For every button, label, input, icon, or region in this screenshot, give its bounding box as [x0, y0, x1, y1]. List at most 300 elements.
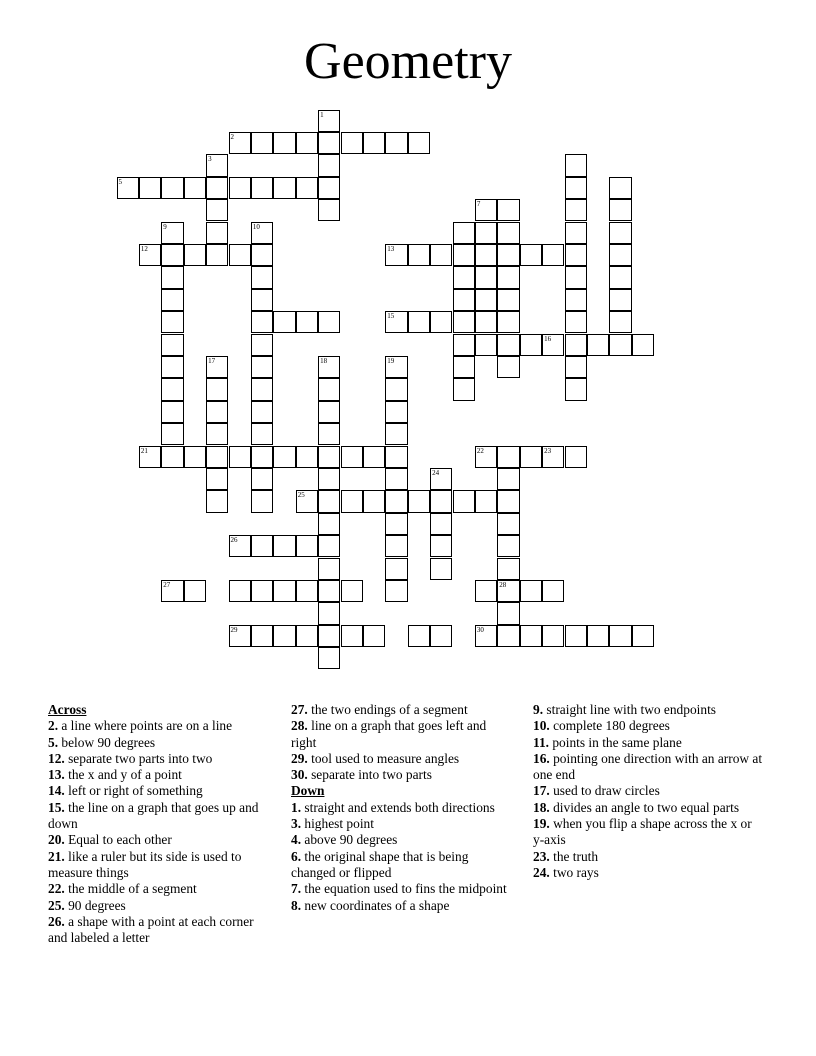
- crossword-cell[interactable]: [206, 199, 228, 221]
- crossword-cell[interactable]: [251, 311, 273, 333]
- crossword-cell[interactable]: [430, 625, 452, 647]
- clue-item: [48, 849, 273, 882]
- crossword-cell[interactable]: [497, 356, 519, 378]
- clue-text: 90 degrees: [64, 897, 126, 913]
- crossword-cell[interactable]: [565, 334, 587, 356]
- crossword-cell[interactable]: [609, 334, 631, 356]
- crossword-cell[interactable]: [229, 535, 251, 557]
- clue-number-label: 24.: [533, 864, 550, 880]
- crossword-cell[interactable]: [475, 311, 497, 333]
- crossword-cell[interactable]: [497, 535, 519, 557]
- clue-item: [533, 783, 763, 799]
- crossword-cell[interactable]: [565, 244, 587, 266]
- crossword-cell[interactable]: [296, 625, 318, 647]
- crossword-cell[interactable]: [161, 289, 183, 311]
- clue-text: points in the same plane: [549, 734, 682, 750]
- crossword-cell[interactable]: [318, 423, 340, 445]
- crossword-cell[interactable]: [273, 132, 295, 154]
- crossword-cell[interactable]: [251, 289, 273, 311]
- clue-text: the original shape that is being changed or flipped: [291, 848, 469, 880]
- crossword-cell[interactable]: [318, 468, 340, 490]
- crossword-cell[interactable]: [565, 289, 587, 311]
- crossword-cell[interactable]: [318, 199, 340, 221]
- crossword-cell[interactable]: [497, 513, 519, 535]
- crossword-cell[interactable]: [430, 535, 452, 557]
- crossword-cell[interactable]: [430, 490, 452, 512]
- crossword-cell[interactable]: [229, 580, 251, 602]
- crossword-cell[interactable]: [497, 490, 519, 512]
- clue-number: 30: [476, 625, 484, 634]
- crossword-cell[interactable]: [542, 580, 564, 602]
- clue-text: above 90 degrees: [301, 832, 398, 848]
- crossword-cell[interactable]: [385, 558, 407, 580]
- crossword-cell[interactable]: [229, 132, 251, 154]
- clue-item: [291, 751, 511, 767]
- crossword-cell[interactable]: [453, 311, 475, 333]
- crossword-cell[interactable]: [341, 446, 363, 468]
- crossword-cell[interactable]: [318, 490, 340, 512]
- crossword-cell[interactable]: [273, 535, 295, 557]
- clue-text: divides an angle to two equal parts: [549, 799, 740, 815]
- clue-number-label: 6.: [291, 848, 302, 864]
- crossword-cell[interactable]: [161, 423, 183, 445]
- crossword-cell[interactable]: [161, 446, 183, 468]
- crossword-cell[interactable]: [609, 266, 631, 288]
- crossword-cell[interactable]: [273, 446, 295, 468]
- crossword-cell[interactable]: [475, 625, 497, 647]
- clue-text: left or right of something: [64, 783, 203, 799]
- crossword-cell[interactable]: [206, 423, 228, 445]
- crossword-cell[interactable]: [520, 244, 542, 266]
- crossword-cell[interactable]: [161, 334, 183, 356]
- crossword-cell[interactable]: [632, 625, 654, 647]
- crossword-cell[interactable]: [251, 535, 273, 557]
- clue-item: [291, 898, 511, 914]
- crossword-cell[interactable]: [475, 222, 497, 244]
- crossword-cell[interactable]: [632, 334, 654, 356]
- crossword-cell[interactable]: [251, 446, 273, 468]
- clue-number-label: 1.: [291, 799, 302, 815]
- clue-item: [533, 849, 763, 865]
- clue-item: [48, 881, 273, 897]
- clue-number-label: 12.: [48, 750, 65, 766]
- clue-item: [48, 783, 273, 799]
- crossword-cell[interactable]: [318, 602, 340, 624]
- clue-number-label: 14.: [48, 783, 65, 799]
- crossword-cell[interactable]: [229, 625, 251, 647]
- crossword-cell[interactable]: [542, 244, 564, 266]
- crossword-cell[interactable]: [206, 378, 228, 400]
- clue-number-label: 25.: [48, 897, 65, 913]
- crossword-cell[interactable]: [296, 311, 318, 333]
- crossword-cell[interactable]: [184, 177, 206, 199]
- across-clue-list-continued: [291, 702, 511, 783]
- crossword-cell[interactable]: [587, 334, 609, 356]
- crossword-cell[interactable]: [318, 513, 340, 535]
- crossword-cell[interactable]: [497, 625, 519, 647]
- clue-text: like a ruler but its side is used to measure things: [48, 848, 242, 880]
- clue-text: pointing one direction with an arrow at one end: [533, 750, 763, 783]
- crossword-cell[interactable]: [251, 378, 273, 400]
- crossword-cell[interactable]: [497, 311, 519, 333]
- clue-item: [533, 800, 763, 816]
- clue-number: 25: [297, 491, 305, 500]
- clue-item: [533, 702, 763, 718]
- crossword-cell[interactable]: [385, 401, 407, 423]
- crossword-cell[interactable]: [251, 423, 273, 445]
- crossword-cell[interactable]: [475, 244, 497, 266]
- crossword-cell[interactable]: [542, 625, 564, 647]
- crossword-cell[interactable]: [273, 625, 295, 647]
- crossword-cell[interactable]: [565, 625, 587, 647]
- crossword-cell[interactable]: [296, 580, 318, 602]
- crossword-cell[interactable]: [117, 177, 139, 199]
- crossword-cell[interactable]: [542, 446, 564, 468]
- crossword-cell[interactable]: [430, 244, 452, 266]
- clue-number: 2: [230, 132, 234, 141]
- clue-item: [291, 849, 511, 882]
- crossword-cell[interactable]: [341, 625, 363, 647]
- clue-number: 12: [140, 244, 148, 253]
- crossword-cell[interactable]: [318, 110, 340, 132]
- crossword-cell[interactable]: [385, 535, 407, 557]
- crossword-cell[interactable]: [430, 513, 452, 535]
- crossword-cell[interactable]: [341, 490, 363, 512]
- crossword-cell[interactable]: [385, 378, 407, 400]
- crossword-cell[interactable]: [609, 222, 631, 244]
- crossword-cell[interactable]: [229, 244, 251, 266]
- crossword-cell[interactable]: [609, 289, 631, 311]
- crossword-cell[interactable]: [251, 222, 273, 244]
- crossword-cell[interactable]: [206, 177, 228, 199]
- crossword-cell[interactable]: [385, 580, 407, 602]
- crossword-cell[interactable]: [318, 401, 340, 423]
- clue-number: 27: [163, 580, 171, 589]
- crossword-cell[interactable]: [318, 177, 340, 199]
- crossword-cell[interactable]: [565, 222, 587, 244]
- clue-number: 3: [208, 155, 212, 164]
- crossword-cell[interactable]: [184, 446, 206, 468]
- crossword-cell[interactable]: [296, 535, 318, 557]
- clue-number: 23: [544, 446, 552, 455]
- clue-item: [48, 767, 273, 783]
- crossword-cell[interactable]: [184, 580, 206, 602]
- crossword-cell[interactable]: [497, 558, 519, 580]
- clue-number-label: 17.: [533, 783, 550, 799]
- clue-number-label: 27.: [291, 702, 308, 717]
- crossword-cell[interactable]: [565, 177, 587, 199]
- crossword-cell[interactable]: [161, 266, 183, 288]
- crossword-cell[interactable]: [497, 334, 519, 356]
- crossword-cell[interactable]: [273, 311, 295, 333]
- clue-number: 17: [208, 356, 216, 365]
- clue-number: 1: [320, 110, 324, 119]
- crossword-cell[interactable]: [497, 602, 519, 624]
- clue-text: the x and y of a point: [64, 767, 182, 783]
- down-clue-list: [291, 800, 511, 914]
- across-header: Across: [48, 702, 87, 717]
- crossword-cell[interactable]: [161, 378, 183, 400]
- crossword-cell[interactable]: [520, 334, 542, 356]
- clue-item: [48, 832, 273, 848]
- crossword-cell[interactable]: [453, 222, 475, 244]
- crossword-cell[interactable]: [206, 446, 228, 468]
- clue-text: used to draw circles: [549, 783, 660, 799]
- crossword-cell[interactable]: [251, 334, 273, 356]
- crossword-cell[interactable]: [453, 244, 475, 266]
- crossword-cell[interactable]: [520, 580, 542, 602]
- crossword-cell[interactable]: [542, 334, 564, 356]
- clue-text: below 90 degrees: [58, 734, 156, 750]
- crossword-cell[interactable]: [453, 266, 475, 288]
- clue-number-label: 3.: [291, 816, 302, 832]
- crossword-cell[interactable]: [318, 558, 340, 580]
- clue-item: [48, 735, 273, 751]
- crossword-cell[interactable]: [565, 356, 587, 378]
- crossword-cell[interactable]: [475, 199, 497, 221]
- clue-item: [533, 735, 763, 751]
- crossword-cell[interactable]: [161, 222, 183, 244]
- crossword-cell[interactable]: [251, 625, 273, 647]
- crossword-cell[interactable]: [161, 177, 183, 199]
- crossword-cell[interactable]: [318, 311, 340, 333]
- crossword-cell[interactable]: [408, 244, 430, 266]
- crossword-cell[interactable]: [341, 132, 363, 154]
- clue-number-label: 5.: [48, 734, 59, 750]
- clue-item: [291, 702, 511, 718]
- crossword-cell[interactable]: [318, 535, 340, 557]
- clue-number-label: 8.: [291, 897, 302, 913]
- crossword-cell[interactable]: [318, 132, 340, 154]
- clue-number: 9: [163, 222, 167, 231]
- crossword-cell[interactable]: [385, 490, 407, 512]
- crossword-cell[interactable]: [363, 446, 385, 468]
- clue-text: straight line with two endpoints: [543, 702, 716, 717]
- crossword-cell[interactable]: [385, 244, 407, 266]
- crossword-cell[interactable]: [184, 244, 206, 266]
- clue-text: Equal to each other: [64, 832, 172, 848]
- clue-number: 28: [499, 580, 507, 589]
- clue-column-3: [533, 702, 763, 881]
- crossword-cell[interactable]: [206, 401, 228, 423]
- clue-item: [48, 718, 273, 734]
- crossword-cell[interactable]: [161, 311, 183, 333]
- crossword-cell[interactable]: [206, 468, 228, 490]
- clue-number: 18: [320, 356, 328, 365]
- crossword-cell[interactable]: [385, 468, 407, 490]
- crossword-cell[interactable]: [565, 446, 587, 468]
- crossword-cell[interactable]: [318, 378, 340, 400]
- crossword-cell[interactable]: [161, 401, 183, 423]
- crossword-cell[interactable]: [408, 490, 430, 512]
- crossword-cell[interactable]: [318, 154, 340, 176]
- clue-number: 26: [230, 536, 238, 545]
- clue-number: 13: [387, 244, 395, 253]
- clue-number-label: 21.: [48, 848, 65, 864]
- crossword-cell[interactable]: [609, 177, 631, 199]
- crossword-cell[interactable]: [408, 132, 430, 154]
- crossword-cell[interactable]: [363, 625, 385, 647]
- crossword-cell[interactable]: [408, 311, 430, 333]
- crossword-cell[interactable]: [296, 177, 318, 199]
- clue-column-2: [291, 702, 511, 914]
- clue-text: a line where points are on a line: [58, 718, 233, 734]
- crossword-cell[interactable]: [251, 132, 273, 154]
- clue-number: 16: [544, 334, 552, 343]
- crossword-cell[interactable]: [609, 625, 631, 647]
- crossword-cell[interactable]: [273, 177, 295, 199]
- crossword-cell[interactable]: [273, 580, 295, 602]
- crossword-cell[interactable]: [318, 580, 340, 602]
- crossword-cell[interactable]: [318, 625, 340, 647]
- crossword-cell[interactable]: [408, 625, 430, 647]
- clue-number-label: 19.: [533, 816, 550, 832]
- crossword-cell[interactable]: [497, 266, 519, 288]
- crossword-cell[interactable]: [497, 289, 519, 311]
- crossword-cell[interactable]: [385, 423, 407, 445]
- crossword-cell[interactable]: [206, 490, 228, 512]
- crossword-cell[interactable]: [139, 244, 161, 266]
- crossword-cell[interactable]: [609, 311, 631, 333]
- crossword-cell[interactable]: [161, 244, 183, 266]
- clue-number-label: 7.: [291, 881, 302, 897]
- crossword-cell[interactable]: [430, 558, 452, 580]
- clue-text: the truth: [549, 848, 599, 864]
- clue-item: [533, 718, 763, 734]
- crossword-cell[interactable]: [363, 490, 385, 512]
- crossword-cell[interactable]: [497, 468, 519, 490]
- clue-text: separate into two parts: [307, 767, 432, 783]
- crossword-cell[interactable]: [385, 132, 407, 154]
- crossword-cell[interactable]: [565, 199, 587, 221]
- crossword-cell[interactable]: [385, 513, 407, 535]
- crossword-cell[interactable]: [229, 177, 251, 199]
- clue-number: 21: [140, 446, 148, 455]
- crossword-cell[interactable]: [587, 625, 609, 647]
- crossword-cell[interactable]: [497, 446, 519, 468]
- crossword-cell[interactable]: [520, 446, 542, 468]
- crossword-cell[interactable]: [318, 647, 340, 669]
- crossword-cell[interactable]: [475, 446, 497, 468]
- clue-text: new coordinates of a shape: [301, 897, 450, 913]
- crossword-cell[interactable]: [251, 356, 273, 378]
- crossword-cell[interactable]: [296, 132, 318, 154]
- clue-number-label: 18.: [533, 799, 550, 815]
- down-header: Down: [291, 783, 325, 799]
- clue-column-1: [48, 702, 273, 946]
- clue-item: [48, 800, 273, 833]
- crossword-cell[interactable]: [206, 154, 228, 176]
- crossword-cell[interactable]: [251, 266, 273, 288]
- clue-item: [291, 800, 511, 816]
- crossword-cell[interactable]: [385, 311, 407, 333]
- crossword-cell[interactable]: [161, 580, 183, 602]
- crossword-cell[interactable]: [453, 378, 475, 400]
- clue-text: straight and extends both directions: [301, 799, 495, 815]
- crossword-cell[interactable]: [453, 334, 475, 356]
- crossword-cell[interactable]: [453, 289, 475, 311]
- crossword-cell[interactable]: [341, 580, 363, 602]
- clue-text: complete 180 degrees: [549, 718, 670, 734]
- crossword-cell[interactable]: [430, 468, 452, 490]
- clue-item: [533, 751, 763, 784]
- crossword-cell[interactable]: [229, 446, 251, 468]
- crossword-cell[interactable]: [520, 625, 542, 647]
- crossword-cell[interactable]: [475, 289, 497, 311]
- crossword-cell[interactable]: [475, 580, 497, 602]
- crossword-cell[interactable]: [565, 311, 587, 333]
- crossword-cell[interactable]: [385, 446, 407, 468]
- clue-text: two rays: [549, 864, 599, 880]
- clue-item: [291, 881, 511, 897]
- crossword-cell[interactable]: [296, 446, 318, 468]
- clue-number-label: 29.: [291, 750, 308, 766]
- crossword-cell[interactable]: [565, 378, 587, 400]
- clue-text: tool used to measure angles: [307, 750, 460, 766]
- crossword-cell[interactable]: [497, 222, 519, 244]
- crossword-cell[interactable]: [139, 446, 161, 468]
- clue-text: separate two parts into two: [64, 750, 213, 766]
- crossword-cell[interactable]: [497, 580, 519, 602]
- puzzle-title: Geometry: [304, 33, 512, 90]
- crossword-cell[interactable]: [206, 222, 228, 244]
- crossword-cell[interactable]: [430, 311, 452, 333]
- crossword-cell[interactable]: [251, 244, 273, 266]
- clue-text: the equation used to fins the midpoint: [301, 881, 507, 897]
- clue-number-label: 11.: [533, 734, 549, 750]
- crossword-cell[interactable]: [497, 199, 519, 221]
- crossword-cell[interactable]: [453, 490, 475, 512]
- crossword-cell[interactable]: [497, 244, 519, 266]
- clue-number-label: 28.: [291, 718, 308, 734]
- crossword-cell[interactable]: [251, 490, 273, 512]
- crossword-cell[interactable]: [161, 356, 183, 378]
- crossword-cell[interactable]: [475, 490, 497, 512]
- crossword-cell[interactable]: [251, 401, 273, 423]
- crossword-cell[interactable]: [206, 244, 228, 266]
- clue-number-label: 26.: [48, 913, 65, 929]
- crossword-cell[interactable]: [475, 266, 497, 288]
- crossword-cell[interactable]: [206, 356, 228, 378]
- crossword-cell[interactable]: [453, 356, 475, 378]
- crossword-cell[interactable]: [565, 154, 587, 176]
- down-clue-list-continued: [533, 702, 763, 881]
- crossword-cell[interactable]: [385, 356, 407, 378]
- crossword-cell[interactable]: [251, 468, 273, 490]
- clue-item: [533, 865, 763, 881]
- crossword-cell[interactable]: [565, 266, 587, 288]
- across-clue-list: [48, 718, 273, 946]
- clue-text: the two endings of a segment: [307, 702, 468, 717]
- crossword-cell[interactable]: [318, 356, 340, 378]
- clue-number-label: 23.: [533, 848, 550, 864]
- clue-text: when you flip a shape across the x or y-axis: [533, 816, 752, 848]
- crossword-cell[interactable]: [475, 334, 497, 356]
- crossword-cell[interactable]: [296, 490, 318, 512]
- crossword-cell[interactable]: [609, 244, 631, 266]
- clue-number-label: 4.: [291, 832, 302, 848]
- crossword-cell[interactable]: [609, 199, 631, 221]
- clue-item: [291, 718, 511, 751]
- clue-text: a shape with a point at each corner and labeled a letter: [48, 913, 254, 946]
- crossword-cell[interactable]: [251, 177, 273, 199]
- crossword-cell[interactable]: [139, 177, 161, 199]
- clue-text: highest point: [301, 816, 374, 832]
- crossword-cell[interactable]: [363, 132, 385, 154]
- clue-number-label: 16.: [533, 750, 550, 766]
- crossword-cell[interactable]: [318, 446, 340, 468]
- crossword-cell[interactable]: [251, 580, 273, 602]
